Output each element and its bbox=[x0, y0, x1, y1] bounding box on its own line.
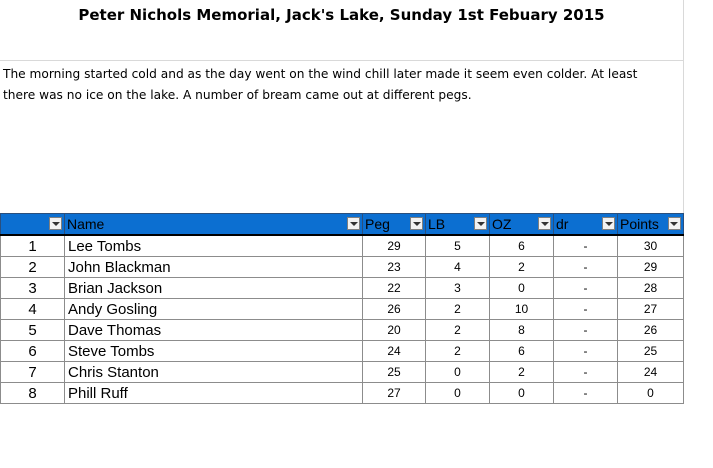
table-row bbox=[1, 320, 684, 341]
title-row bbox=[0, 0, 684, 61]
cell-lb[interactable]: 2 bbox=[426, 299, 490, 320]
description-line-1: The morning started cold and as the day went on the wind chill later made it seem even colder. At least bbox=[3, 67, 638, 81]
cell-pos[interactable]: 8 bbox=[1, 383, 65, 404]
cell-oz[interactable]: 8 bbox=[490, 320, 554, 341]
cell-dr[interactable]: - bbox=[554, 341, 618, 362]
cell-lb[interactable]: 3 bbox=[426, 278, 490, 299]
cell-name[interactable]: Chris Stanton bbox=[65, 362, 363, 383]
cell-name[interactable]: Dave Thomas bbox=[65, 320, 363, 341]
description-line-2: there was no ice on the lake. A number of bream came out at different pegs. bbox=[3, 88, 472, 102]
cell-oz[interactable]: 2 bbox=[490, 362, 554, 383]
table-row bbox=[1, 341, 684, 362]
cell-pos[interactable]: 3 bbox=[1, 278, 65, 299]
cell-points[interactable]: 28 bbox=[618, 278, 684, 299]
page-title: Peter Nichols Memorial, Jack's Lake, Sunday 1st Febuary 2015 bbox=[78, 6, 605, 24]
cell-oz[interactable]: 0 bbox=[490, 383, 554, 404]
table-row bbox=[1, 383, 684, 404]
cell-dr[interactable]: - bbox=[554, 235, 618, 257]
column-header-lb-label: LB bbox=[428, 216, 446, 232]
cell-dr[interactable]: - bbox=[554, 257, 618, 278]
column-header-oz-label: OZ bbox=[492, 216, 512, 232]
filter-dropdown-icon[interactable] bbox=[49, 217, 62, 230]
cell-name[interactable]: Andy Gosling bbox=[65, 299, 363, 320]
cell-name[interactable]: John Blackman bbox=[65, 257, 363, 278]
cell-lb[interactable]: 2 bbox=[426, 341, 490, 362]
description-area bbox=[0, 60, 684, 213]
cell-lb[interactable]: 0 bbox=[426, 362, 490, 383]
cell-pos[interactable]: 7 bbox=[1, 362, 65, 383]
cell-peg[interactable]: 27 bbox=[363, 383, 426, 404]
cell-peg[interactable]: 24 bbox=[363, 341, 426, 362]
cell-name[interactable]: Lee Tombs bbox=[65, 235, 363, 257]
cell-peg[interactable]: 20 bbox=[363, 320, 426, 341]
cell-pos[interactable]: 6 bbox=[1, 341, 65, 362]
column-header-position bbox=[1, 214, 65, 236]
cell-name[interactable]: Phill Ruff bbox=[65, 383, 363, 404]
cell-peg[interactable]: 29 bbox=[363, 235, 426, 257]
cell-oz[interactable]: 6 bbox=[490, 341, 554, 362]
table-row bbox=[1, 257, 684, 278]
column-header-oz bbox=[490, 214, 554, 236]
cell-points[interactable]: 26 bbox=[618, 320, 684, 341]
cell-peg[interactable]: 23 bbox=[363, 257, 426, 278]
cell-peg[interactable]: 25 bbox=[363, 362, 426, 383]
cell-lb[interactable]: 5 bbox=[426, 235, 490, 257]
column-header-points-label: Points bbox=[620, 216, 659, 232]
table-row bbox=[1, 235, 684, 257]
filter-dropdown-icon[interactable] bbox=[347, 217, 360, 230]
column-header-name-label: Name bbox=[67, 216, 105, 232]
cell-dr[interactable]: - bbox=[554, 362, 618, 383]
cell-points[interactable]: 25 bbox=[618, 341, 684, 362]
column-header-lb bbox=[426, 214, 490, 236]
filter-dropdown-icon[interactable] bbox=[474, 217, 487, 230]
cell-pos[interactable]: 1 bbox=[1, 235, 65, 257]
cell-points[interactable]: 24 bbox=[618, 362, 684, 383]
filter-dropdown-icon[interactable] bbox=[410, 217, 423, 230]
column-header-peg bbox=[363, 214, 426, 236]
cell-lb[interactable]: 4 bbox=[426, 257, 490, 278]
cell-peg[interactable]: 22 bbox=[363, 278, 426, 299]
column-header-peg-label: Peg bbox=[365, 216, 390, 232]
description-text bbox=[3, 64, 681, 106]
column-header-dr bbox=[554, 214, 618, 236]
table-row bbox=[1, 299, 684, 320]
cell-oz[interactable]: 6 bbox=[490, 235, 554, 257]
filter-dropdown-icon[interactable] bbox=[538, 217, 551, 230]
cell-oz[interactable]: 10 bbox=[490, 299, 554, 320]
cell-dr[interactable]: - bbox=[554, 383, 618, 404]
table-row bbox=[1, 278, 684, 299]
cell-pos[interactable]: 5 bbox=[1, 320, 65, 341]
cell-dr[interactable]: - bbox=[554, 299, 618, 320]
cell-pos[interactable]: 4 bbox=[1, 299, 65, 320]
cell-oz[interactable]: 0 bbox=[490, 278, 554, 299]
sort-descending-filter-icon[interactable] bbox=[668, 217, 681, 230]
column-header-points bbox=[618, 214, 684, 236]
results-table bbox=[0, 213, 684, 404]
cell-name[interactable]: Brian Jackson bbox=[65, 278, 363, 299]
cell-points[interactable]: 29 bbox=[618, 257, 684, 278]
cell-dr[interactable]: - bbox=[554, 278, 618, 299]
column-header-dr-label: dr bbox=[556, 216, 569, 232]
header-row bbox=[1, 214, 684, 236]
filter-dropdown-icon[interactable] bbox=[602, 217, 615, 230]
cell-points[interactable]: 27 bbox=[618, 299, 684, 320]
cell-name[interactable]: Steve Tombs bbox=[65, 341, 363, 362]
cell-points[interactable]: 30 bbox=[618, 235, 684, 257]
cell-pos[interactable]: 2 bbox=[1, 257, 65, 278]
cell-dr[interactable]: - bbox=[554, 320, 618, 341]
cell-lb[interactable]: 0 bbox=[426, 383, 490, 404]
cell-points[interactable]: 0 bbox=[618, 383, 684, 404]
cell-peg[interactable]: 26 bbox=[363, 299, 426, 320]
column-header-name bbox=[65, 214, 363, 236]
cell-oz[interactable]: 2 bbox=[490, 257, 554, 278]
table-row bbox=[1, 362, 684, 383]
cell-lb[interactable]: 2 bbox=[426, 320, 490, 341]
